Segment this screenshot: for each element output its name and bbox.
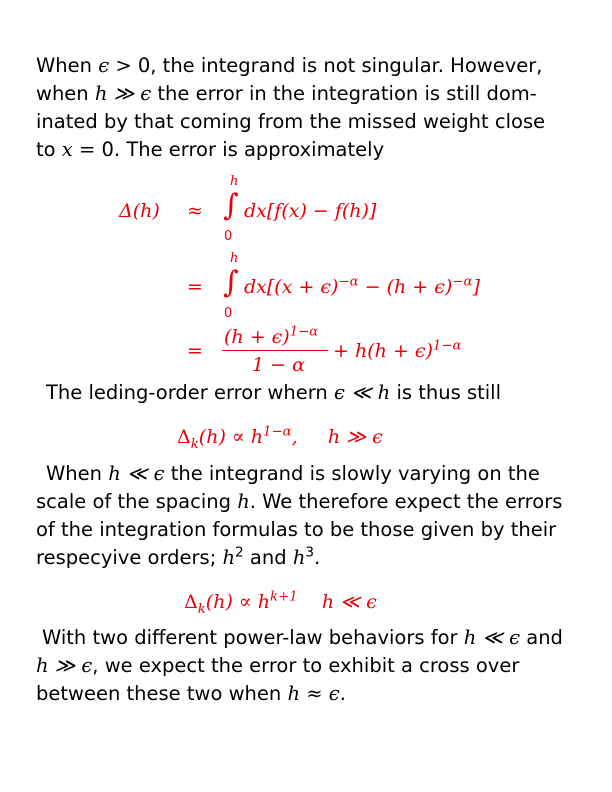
paragraph-leading-order — [46, 379, 578, 407]
small-h-line-1: When h ≪ ϵ the integrand is slowly varying on the — [46, 462, 540, 485]
equation-small-h: $\Delta_k(h) \propto h^{k+1}$ h ≪ ϵ — [184, 589, 377, 617]
integral-upper-limit: h — [230, 174, 239, 189]
crossover-line-3: between these two when h ≈ ϵ. — [36, 682, 346, 705]
eq-equals-1: = — [187, 276, 203, 298]
fraction-denominator: 1 − α — [252, 354, 305, 376]
intro-line-3: inated by that coming from the missed weight close — [36, 110, 546, 133]
integral-sign: ∫ — [223, 188, 239, 223]
intro-line-4: to x = 0. The error is approximately — [36, 138, 385, 161]
eq-integrand-2: $dx[(x + \epsilon)^{-\alpha} - (h + \epsilon)^{-\alpha}]$ — [244, 274, 480, 298]
equation-large-h: $\Delta_k(h) \propto h^{1-\alpha}$, h ≫ ϵ — [177, 424, 383, 452]
eq-equals-2: = — [187, 340, 203, 362]
crossover-line-2: h ≫ ϵ, we expect the error to exhibit a cross over — [36, 654, 520, 677]
paragraph-small-h — [36, 460, 578, 572]
math-inline: h ≫ ϵ — [94, 82, 152, 105]
eq-lhs: Δ(h) — [119, 200, 160, 222]
fraction-numerator: $(h + \epsilon)^{1-\alpha}$ — [224, 324, 319, 348]
small-h-line-4: respecyive orders; $h^2$ and $h^3$. — [36, 544, 321, 569]
eq-approx: ≈ — [187, 200, 203, 222]
intro-line-2: when h ≫ ϵ the error in the integration is still dom- — [36, 82, 537, 105]
integral-sign: ∫ — [223, 265, 239, 300]
small-h-line-3: of the integration formulas to be those given by their — [36, 518, 557, 541]
eq-remainder: + $h(h + \epsilon)^{1-\alpha}$ — [333, 338, 462, 362]
crossover-line-1: With two different power-law behaviors for h ≪ ϵ and — [42, 626, 563, 649]
integral-lower-limit: 0 — [224, 229, 233, 244]
integral-lower-limit: 0 — [224, 306, 233, 321]
paragraph-intro — [36, 52, 578, 164]
math-inline: ϵ > — [98, 54, 138, 77]
intro-line-1: When ϵ > 0, the integrand is not singular. However, — [36, 54, 543, 77]
paragraph-crossover — [36, 624, 578, 708]
small-h-line-2: scale of the spacing h. We therefore expect the errors — [36, 490, 563, 513]
eq-integrand-1: dx[f(x) − f(h)] — [244, 200, 377, 222]
integral-upper-limit: h — [230, 251, 239, 266]
fraction-bar — [222, 350, 328, 351]
leading-order-line: The leding-order error whern ϵ ≪ h is thus still — [46, 381, 502, 404]
